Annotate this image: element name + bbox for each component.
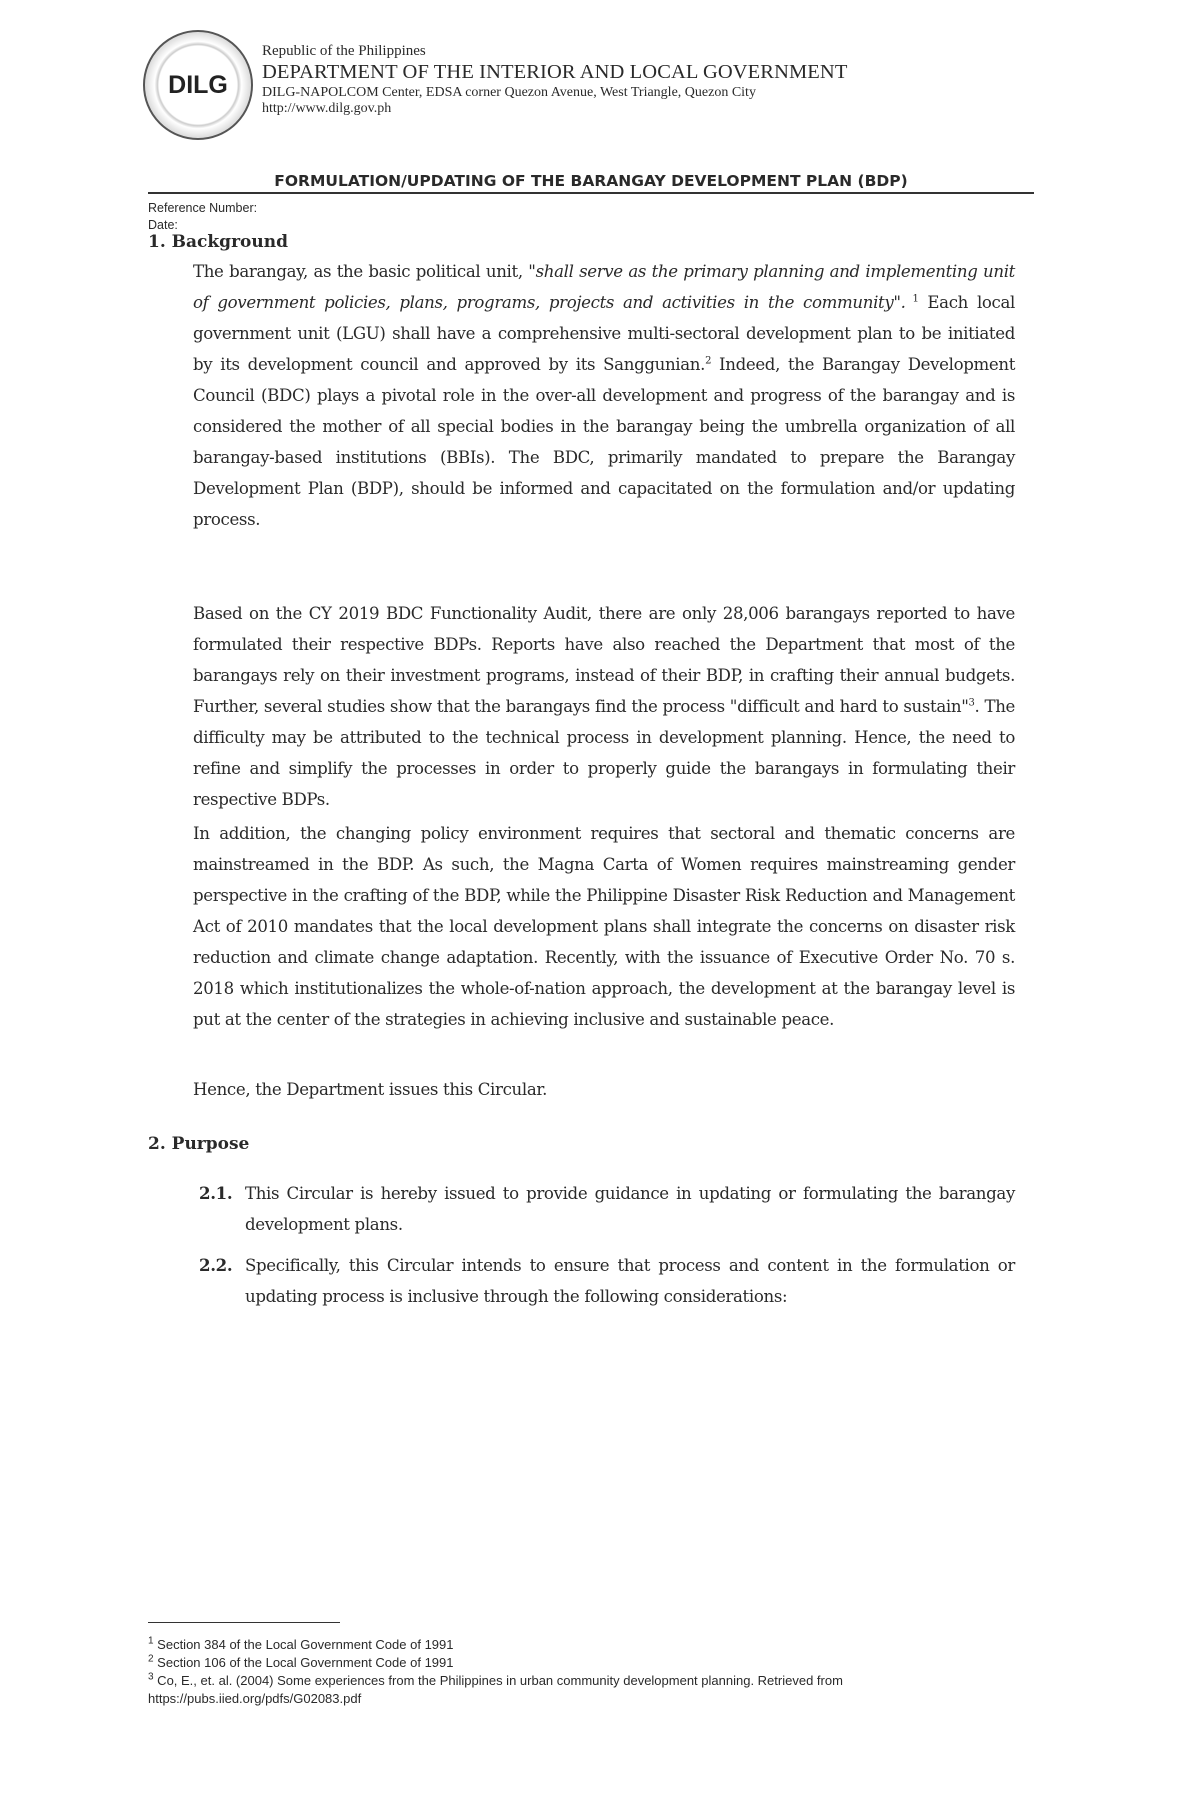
footnotes	[148, 1636, 1028, 1708]
item-number: 2.2.	[199, 1255, 233, 1275]
footnote-number: 1	[148, 1635, 154, 1647]
background-paragraph-3: In addition, the changing policy environment requires that sectoral and thematic concerns are mainstreamed in the BDP. As such, the Magna Carta of Women requires mainstreaming gender perspective in the crafting of the BDP, while the Philippine Disaster Risk Reduction and Management Act of 2010 mandates that the local development plans shall integrate the concerns on disaster risk reduction and climate change adaptation. Recently, with the issuance of Executive Order No. 70 s. 2018 which institutionalizes the whole-of-nation approach, the development at the barangay level is put at the center of the strategies in achieving inclusive and sustainable peace.	[193, 824, 1015, 1029]
section-heading-background: 1. Background	[148, 232, 288, 252]
dilg-seal-logo	[143, 30, 253, 140]
department-name: DEPARTMENT OF THE INTERIOR AND LOCAL GOVERNMENT	[262, 61, 848, 83]
address: DILG-NAPOLCOM Center, EDSA corner Quezon Avenue, West Triangle, Quezon City	[262, 84, 756, 100]
footnote-number: 3	[148, 1671, 154, 1683]
footnote	[148, 1654, 1028, 1672]
item-number: 2.1.	[199, 1183, 233, 1203]
item-text: Specifically, this Circular intends to ensure that process and content in the formulation or updating process is inclusive through the following considerations:	[245, 1256, 1015, 1306]
quote: "shall serve as the primary planning and implementing unit of government policies, plans, programs, projects and activities in the community".	[193, 262, 1015, 312]
purpose-item-2-1	[199, 1178, 1015, 1240]
footnote	[148, 1636, 1028, 1654]
background-paragraph-1	[193, 256, 1015, 535]
document-title: FORMULATION/UPDATING OF THE BARANGAY DEVELOPMENT PLAN (BDP)	[148, 172, 1034, 194]
footnote-text: Co, E., et. al. (2004) Some experiences from the Philippines in urban community development planning. Retrieved from https://pubs.iied.org/pdfs/G02083.pdf	[148, 1673, 843, 1706]
purpose-item-2-2	[199, 1250, 1015, 1312]
background-paragraph-4: Hence, the Department issues this Circular.	[193, 1080, 548, 1099]
footnote-text: Section 106 of the Local Government Code of 1991	[153, 1655, 454, 1670]
text: . The difficulty may be attributed to the technical process in development planning. Hence, the need to refine and simplify the processes in order to properly guide the barangays in formulating their respective BDPs.	[193, 697, 1016, 809]
letterhead	[262, 42, 847, 118]
footnote-ref: 1	[905, 293, 919, 305]
footnote-text: Section 384 of the Local Government Code of 1991	[153, 1637, 454, 1652]
republic-line: Republic of the Philippines	[262, 43, 426, 59]
item-text: This Circular is hereby issued to provide guidance in updating or formulating the barangay development plans.	[245, 1184, 1015, 1234]
section-heading-purpose: 2. Purpose	[148, 1134, 250, 1154]
background-paragraph-2	[193, 598, 1015, 815]
text: Based on the CY 2019 BDC Functionality Audit, there are only 28,006 barangays reported to have formulated their respective BDPs. Reports have also reached the Department that most of the barangays rely on their investment programs, instead of their BDP, in crafting their annual budgets. Further, several studies show that the barangays find the process "difficult and hard to sustain"	[193, 604, 1015, 716]
website-url: http://www.dilg.gov.ph	[262, 101, 392, 117]
reference-block	[148, 200, 257, 234]
date-label: Date:	[148, 218, 178, 232]
text: Indeed, the Barangay Development Council (BDC) plays a pivotal role in the over-all development and progress of the barangay and is considered the mother of all special bodies in the barangay being the umbrella organization of all barangay-based institutions (BBIs). The BDC, primarily mandated to prepare the Barangay Development Plan (BDP), should be informed and capacitated on the formulation and/or updating process.	[193, 355, 1016, 529]
footnote-divider	[148, 1622, 340, 1623]
footnote-number: 2	[148, 1653, 154, 1665]
reference-number-label: Reference Number:	[148, 201, 258, 215]
seal-text: DILG	[168, 70, 228, 99]
text: The barangay, as the basic political unit,	[193, 262, 529, 281]
footnote-ref: 3	[968, 697, 975, 709]
text: Each local government unit (LGU) shall have a comprehensive multi-sectoral development plan to be initiated by its development council and approved by its Sanggunian.	[193, 293, 1015, 374]
footnote-ref: 2	[705, 355, 712, 367]
footnote	[148, 1672, 1028, 1708]
